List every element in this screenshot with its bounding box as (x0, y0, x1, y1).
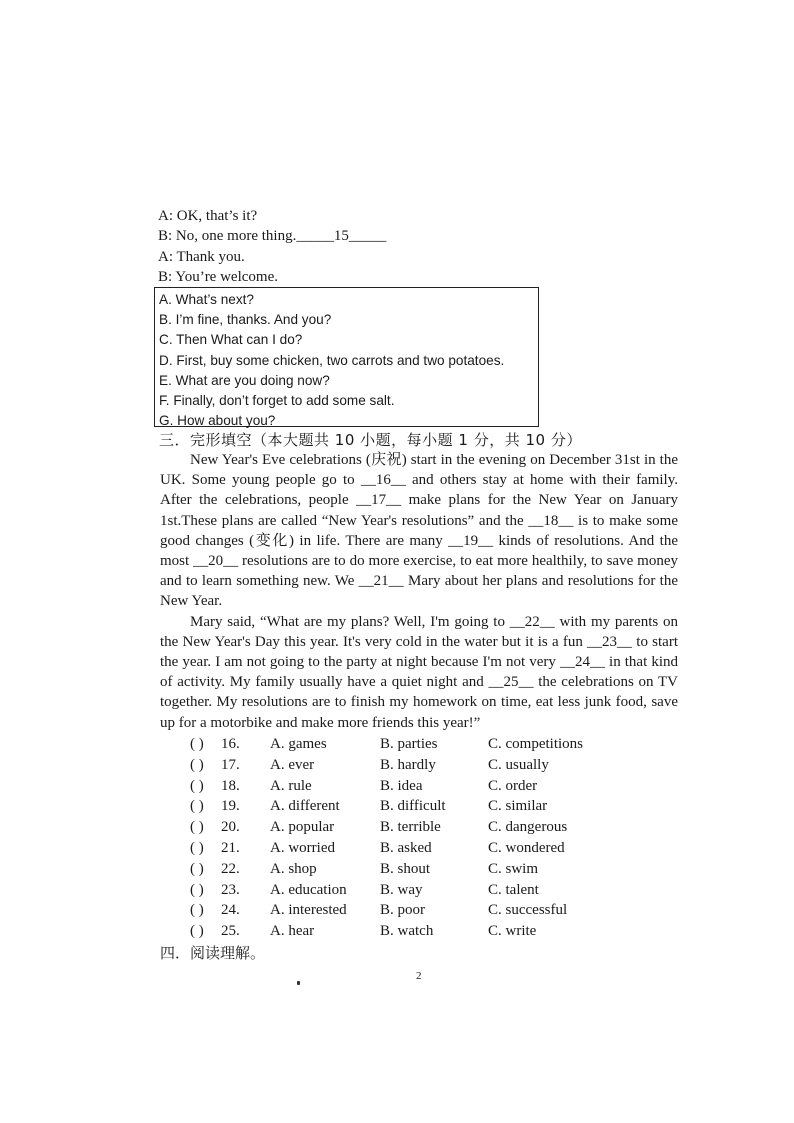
options-box (154, 287, 539, 427)
choice-b: B. poor (380, 902, 425, 919)
question-number: 22. (221, 860, 240, 877)
option-item: B. I’m fine, thanks. And you? (159, 312, 332, 328)
choice-a: A. different (270, 798, 340, 815)
choice-a: A. ever (270, 756, 315, 773)
answer-bracket: ( ) (190, 839, 204, 856)
choice-b: B. way (380, 881, 423, 898)
option-item: F. Finally, don’t forget to add some salt. (159, 393, 395, 409)
answer-bracket: ( ) (190, 860, 204, 877)
dialogue (158, 206, 638, 287)
choice-b: B. idea (380, 777, 423, 794)
choice-a: A. shop (270, 860, 317, 877)
question-number: 16. (221, 736, 240, 752)
scan-speck (297, 981, 300, 985)
dialogue-line: B: No, one more thing._____15_____ (158, 228, 387, 245)
choice-b: B. difficult (380, 798, 446, 815)
choice-c: C. dangerous (488, 819, 568, 836)
question-number: 23. (221, 881, 240, 898)
choice-a: A. interested (270, 902, 347, 919)
choice-b: B. hardly (380, 756, 436, 773)
question-number: 17. (221, 756, 240, 773)
choice-b: B. shout (380, 860, 431, 877)
choice-a: A. worried (270, 839, 335, 856)
answer-bracket: ( ) (190, 777, 204, 794)
choice-a: A. popular (270, 819, 335, 836)
choice-c: C. swim (488, 860, 539, 877)
section-4-title: 四．阅读理解。 (160, 944, 266, 962)
choice-b: B. watch (380, 923, 434, 940)
choice-c: C. competitions (488, 736, 583, 752)
choice-b: B. parties (380, 736, 438, 752)
question-number: 24. (221, 902, 240, 919)
choice-b: B. terrible (380, 819, 441, 836)
choice-a: A. games (270, 736, 327, 752)
page-number: 2 (416, 970, 422, 982)
choice-c: C. usually (488, 756, 549, 773)
answer-bracket: ( ) (190, 756, 204, 773)
question-number: 19. (221, 798, 240, 815)
question-number: 21. (221, 839, 240, 856)
dialogue-line: A: Thank you. (158, 248, 245, 265)
option-item: G. How about you? (159, 413, 276, 429)
option-item: E. What are you doing now? (159, 372, 330, 388)
choice-b: B. asked (380, 839, 432, 856)
choice-a: A. rule (270, 777, 312, 794)
answer-bracket: ( ) (190, 923, 204, 940)
choice-a: A. education (270, 881, 347, 898)
option-item: D. First, buy some chicken, two carrots and two potatoes. (159, 352, 505, 368)
passage-paragraph: New Year's Eve celebrations (庆祝) start in the evening on December 31st in the UK. Some young people go to __16__ and others stay at home with their family. After the celebrations, people __17__ make plans for the New Year on January 1st.These plans are called “New Year's resolutions” and the __18__ is to make some good changes (变化) in life. There are many __19__ kinds of resolutions. And the most __20__ resolutions are to do more exercise, to eat more healthily, to save money and to learn something new. We __21__ Mary about her plans and resolutions for the New Year. (160, 452, 678, 610)
option-item: A. What’s next? (159, 292, 254, 307)
choice-c: C. talent (488, 881, 539, 898)
answer-bracket: ( ) (190, 881, 204, 898)
dialogue-line: A: OK, that’s it? (158, 208, 258, 224)
answer-bracket: ( ) (190, 902, 204, 919)
option-item: C. Then What can I do? (159, 332, 303, 348)
choice-c: C. successful (488, 902, 568, 919)
question-number: 18. (221, 777, 240, 794)
answer-bracket: ( ) (190, 798, 204, 815)
section-3-title: 三．完形填空（本大题共 10 小题，每小题 1 分，共 10 分） (159, 431, 582, 449)
choice-c: C. similar (488, 798, 548, 815)
choice-c: C. write (488, 923, 537, 940)
choice-c: C. order (488, 777, 538, 794)
passage-paragraph: Mary said, “What are my plans? Well, I'm going to __22__ with my parents on the New Year's Day this year. It's very cold in the water but it is a fun __23__ to start the year. I am not going to the party at night because I'm not very __24__ in that kind of activity. My family usually have a quiet night and __25__ the celebrations on TV together. My resolutions are to finish my homework on time, eat less junk food, save up for a motorbike and make more friends this year!” (160, 613, 678, 731)
cloze-passage (160, 450, 678, 733)
answer-bracket: ( ) (190, 736, 204, 752)
choice-c: C. wondered (488, 839, 565, 856)
dialogue-line: B: You’re welcome. (158, 268, 278, 285)
choice-a: A. hear (270, 923, 315, 940)
question-number: 20. (221, 819, 240, 836)
answer-bracket: ( ) (190, 819, 204, 836)
question-number: 25. (221, 923, 240, 940)
